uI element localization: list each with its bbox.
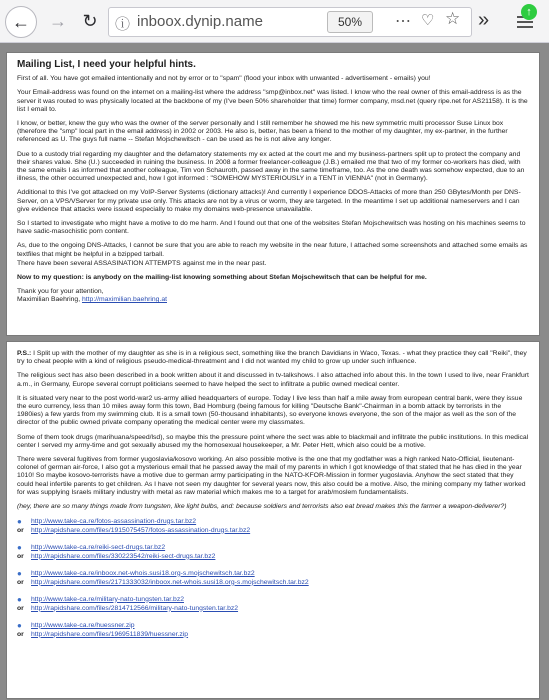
spacer xyxy=(17,613,529,621)
link-icon: ● xyxy=(17,620,22,630)
forward-arrow-icon: → xyxy=(49,10,67,31)
pocket-icon[interactable]: ♡ xyxy=(421,12,435,29)
paragraph: Due to a custody trial regarding my daughter and the defamatory statements my ex acted at the court me and my business-partners split up to protect the company and their shares value. She (U.) succeeded in ruining the business. In 2008 a former freelancer-colleague (J.B.) emailed me that two of my former co-workers has died, with the same emails I as informed that another colleague, Tim von Schauroth, passed away in the same timeframe, too. As the one death was somehow expected, due to an illness, the other occurred unexpected and, how I got informed : "SOMEHOW MYSTERIOUSLY in a TENT in VIENNA" (not in Germany). xyxy=(17,150,525,183)
download-link[interactable]: http://www.take-ca.re/inboox.net-whois.susi18.org-s.mojschewitsch.tar.bz2 xyxy=(31,569,255,577)
page-content xyxy=(0,43,549,700)
link-row xyxy=(17,543,529,552)
mirror-link[interactable]: http://rapidshare.com/files/1969511839/huessner.zip xyxy=(31,630,189,638)
back-button[interactable] xyxy=(5,6,37,38)
paragraph: I know, or better, knew the guy who was the owner of the server personally and I still remember he showed me his new symmetric multi processor Suse Linux box (therefore the "smp" local part in the email address) in 2002 or 2003. He also is, better, has been a friend to the mother of my daughter, my ex-partner, in the further referenced as U. The guys full name -- Stefan Mojschewitsch - can be used as he is not alive any longer. xyxy=(17,120,508,144)
thanks: Thank you for your attention, xyxy=(17,288,104,296)
or-label: or xyxy=(17,526,24,534)
message-title: Mailing List, I need your helpful hints. xyxy=(17,59,196,70)
mirror-link[interactable]: http://rapidshare.com/files/2171333032/inboox.net-whois.susi18.org-s.mojschewitsch.tar.bz2 xyxy=(31,578,309,586)
download-link[interactable]: http://www.take-ca.re/reiki-sect-drugs.tar.bz2 xyxy=(31,543,166,551)
ps-text: I Split up with the mother of my daughter as she is in a religious sect, something like the branch Davidians in Waco, Texas. - what they practice they call "Reiki", they try to cheat people with a kind of religious pseudo-medical-threatment and I did not wanted my child to grow up under such influence. xyxy=(17,350,527,366)
browser-toolbar xyxy=(0,0,549,43)
update-badge-icon: ↑ xyxy=(521,4,537,20)
page-actions-icon[interactable]: ⋯ xyxy=(395,13,411,30)
link-row xyxy=(17,526,529,535)
url-text[interactable]: inboox.dynip.name xyxy=(137,13,263,30)
paragraph: Your Email-address was found on the internet on a mailing-list where the address "smp@inbox.net" was listed. I know who the real owner of this email-address is as the server it was routed to was physically located at the backbone of my (I've been 50% shareholder that time) former company, msd.net (query ripe.net for AS21158). It is the list I email to. xyxy=(17,89,528,113)
spacer xyxy=(17,561,529,569)
download-link[interactable]: http://www.take-ca.re/fotos-assassination-drugs.tar.bz2 xyxy=(31,517,197,525)
or-label: or xyxy=(17,578,24,586)
or-label: or xyxy=(17,604,24,612)
paragraph: It is situated very near to the post world-war2 us-army allied headquarters of europe. Today I live less than half a mile away from european central bank, were they issue the euro currency, less than 10 miles away form this town, Bad Homburg (being famous for killing "Deutsche Bank"-Chairman in a bomb attack by terrorists in the 1980ies) a few yards from my swimming club. It is a small town (50-thousand inhabitants), so everyone knows everyone, the son of the major as well as the son of the director of the public owned private company operating the medical center were my classmates. xyxy=(17,394,523,427)
spacer xyxy=(17,535,529,543)
link-row xyxy=(17,578,529,587)
or-label: or xyxy=(17,552,24,560)
download-link[interactable]: http://www.take-ca.re/military-nato-tungsten.tar.bz2 xyxy=(31,595,184,603)
paragraph: Some of them took drugs (marihuana/speed/lsd), so maybe this the pressure point where the sect was able to blackmail and infiltrate the public institutions. In this medical center I served my army-time and got sexually abused my the homosexual housekeeper, a Mr. Peter Hett, which also could be a motive. xyxy=(17,433,529,449)
mirror-link[interactable]: http://rapidshare.com/files/330223542/reiki-sect-drugs.tar.bz2 xyxy=(31,552,216,560)
link-icon: ● xyxy=(17,542,22,552)
menu-line xyxy=(517,21,533,23)
ps-label: P.S.: xyxy=(17,350,32,357)
mirror-link[interactable]: http://rapidshare.com/files/1915075457/fotos-assassination-drugs.tar.bz2 xyxy=(31,526,251,534)
signature xyxy=(17,296,529,304)
reload-button[interactable] xyxy=(75,6,105,36)
paragraph: There were several fugitives from former yugoslavia/kosovo working. An also possible motive is the one that my godfather was a high ranked Nato-Official, lieutenant-colonel of german air-force, I also got a mysterious email that he passed away the mail of my parents in which I got knowledge of that stated that he has died in the year 1010! So maybe kosovo-terrorists have a motive due to german army participating in the NATO-KFOR-Mission in former yugoslavia. Anyhow the sect stated that they could heal infertile parents to get children. As I have not seen my daughter for several years now, this also could be a motive. Also, the mining company my father worked for was supplying Israels military industry with metal as raw material which makes me to a target for arab/moslem fundamentalists. xyxy=(17,456,526,496)
link-row xyxy=(17,517,529,526)
link-row xyxy=(17,621,529,630)
paragraph: The religious sect has also been described in a book written about it and discussed in tv-talkshows. I also attached info about this. In the town I used to live, near Frankfurt a.m., in Germany, Europe several corrupt politicians seemed to have helped the sect to infiltrate a public owned medical center. xyxy=(17,372,529,388)
mirror-link[interactable]: http://rapidshare.com/files/2814712566/military-nato-tungsten.tar.bz2 xyxy=(31,604,239,612)
paragraph: So I started to investigate who might have a motive to do me harm. And I found out that one of the websites Stefan Mojschewitsch was hosting on his machines seems to have sadic-masochistic porn content. xyxy=(17,220,526,236)
message-box xyxy=(6,52,540,336)
link-row xyxy=(17,569,529,578)
link-icon: ● xyxy=(17,568,22,578)
link-row xyxy=(17,595,529,604)
or-label: or xyxy=(17,630,24,638)
link-row xyxy=(17,630,529,639)
paragraph: There have been several ASSASINATION ATTEMPTS against me in the near past. xyxy=(17,259,267,267)
reload-icon: ↻ xyxy=(82,10,98,31)
download-link[interactable]: http://www.take-ca.re/huessner.zip xyxy=(31,621,135,629)
menu-line xyxy=(517,26,533,28)
paragraph: (hey, there are so many things made from tungsten, like light bulbs, and: because soldiers and terrorists also eat bread makes this the farmer a weapon-deliverer?) xyxy=(17,503,507,511)
hamburger-menu-button[interactable] xyxy=(515,8,537,30)
website-link[interactable]: http://maximilian.baehring.at xyxy=(81,296,167,304)
paragraph: As, due to the ongoing DNS-Attacks, I cannot be sure that you are able to reach my website in the near future, I attached some screenshots and attached some emails as textfiles that might be helpful in a bzipped tarball. xyxy=(17,242,528,258)
paragraph: First of all. You have got emailed intentionally and not by error or to "spam" (flood your inbox with unwanted - advertisement - emails) you! xyxy=(17,75,431,83)
site-info-icon[interactable]: ⓘ xyxy=(115,16,131,33)
paragraph xyxy=(17,350,529,366)
bookmark-star-icon[interactable]: ☆ xyxy=(445,9,461,28)
download-links xyxy=(17,517,529,639)
question: Now to my question: is anybody on the mailing-list knowing something about Stefan Mojschewitsch that can be helpful for me. xyxy=(17,274,427,282)
link-row xyxy=(17,604,529,613)
link-icon: ● xyxy=(17,516,22,526)
link-row xyxy=(17,552,529,561)
spacer xyxy=(17,587,529,595)
link-icon: ● xyxy=(17,594,22,604)
address-bar[interactable] xyxy=(108,7,472,37)
zoom-indicator[interactable]: 50% xyxy=(327,11,373,33)
signature-name: Maximilian Baehring, xyxy=(17,296,82,304)
forward-button[interactable] xyxy=(43,6,73,36)
paragraph: Additional to this I've got attacked on my VoIP-Server Systems (dictionary attacks)! And currently I experience DDOS-Attacks of more than 250 GBytes/Month per DNS-Server, on a VPS/VServer for my private use only. This attacks are not by a virus or worm, they are targeted. In the meantime I set up additional nameservers and I can give evidence that attacks were issued especially to make my domains web-presence unavailable. xyxy=(17,189,521,213)
back-arrow-icon: ← xyxy=(12,11,30,32)
postscript-box xyxy=(6,341,540,699)
overflow-menu-icon[interactable]: » xyxy=(478,9,490,31)
